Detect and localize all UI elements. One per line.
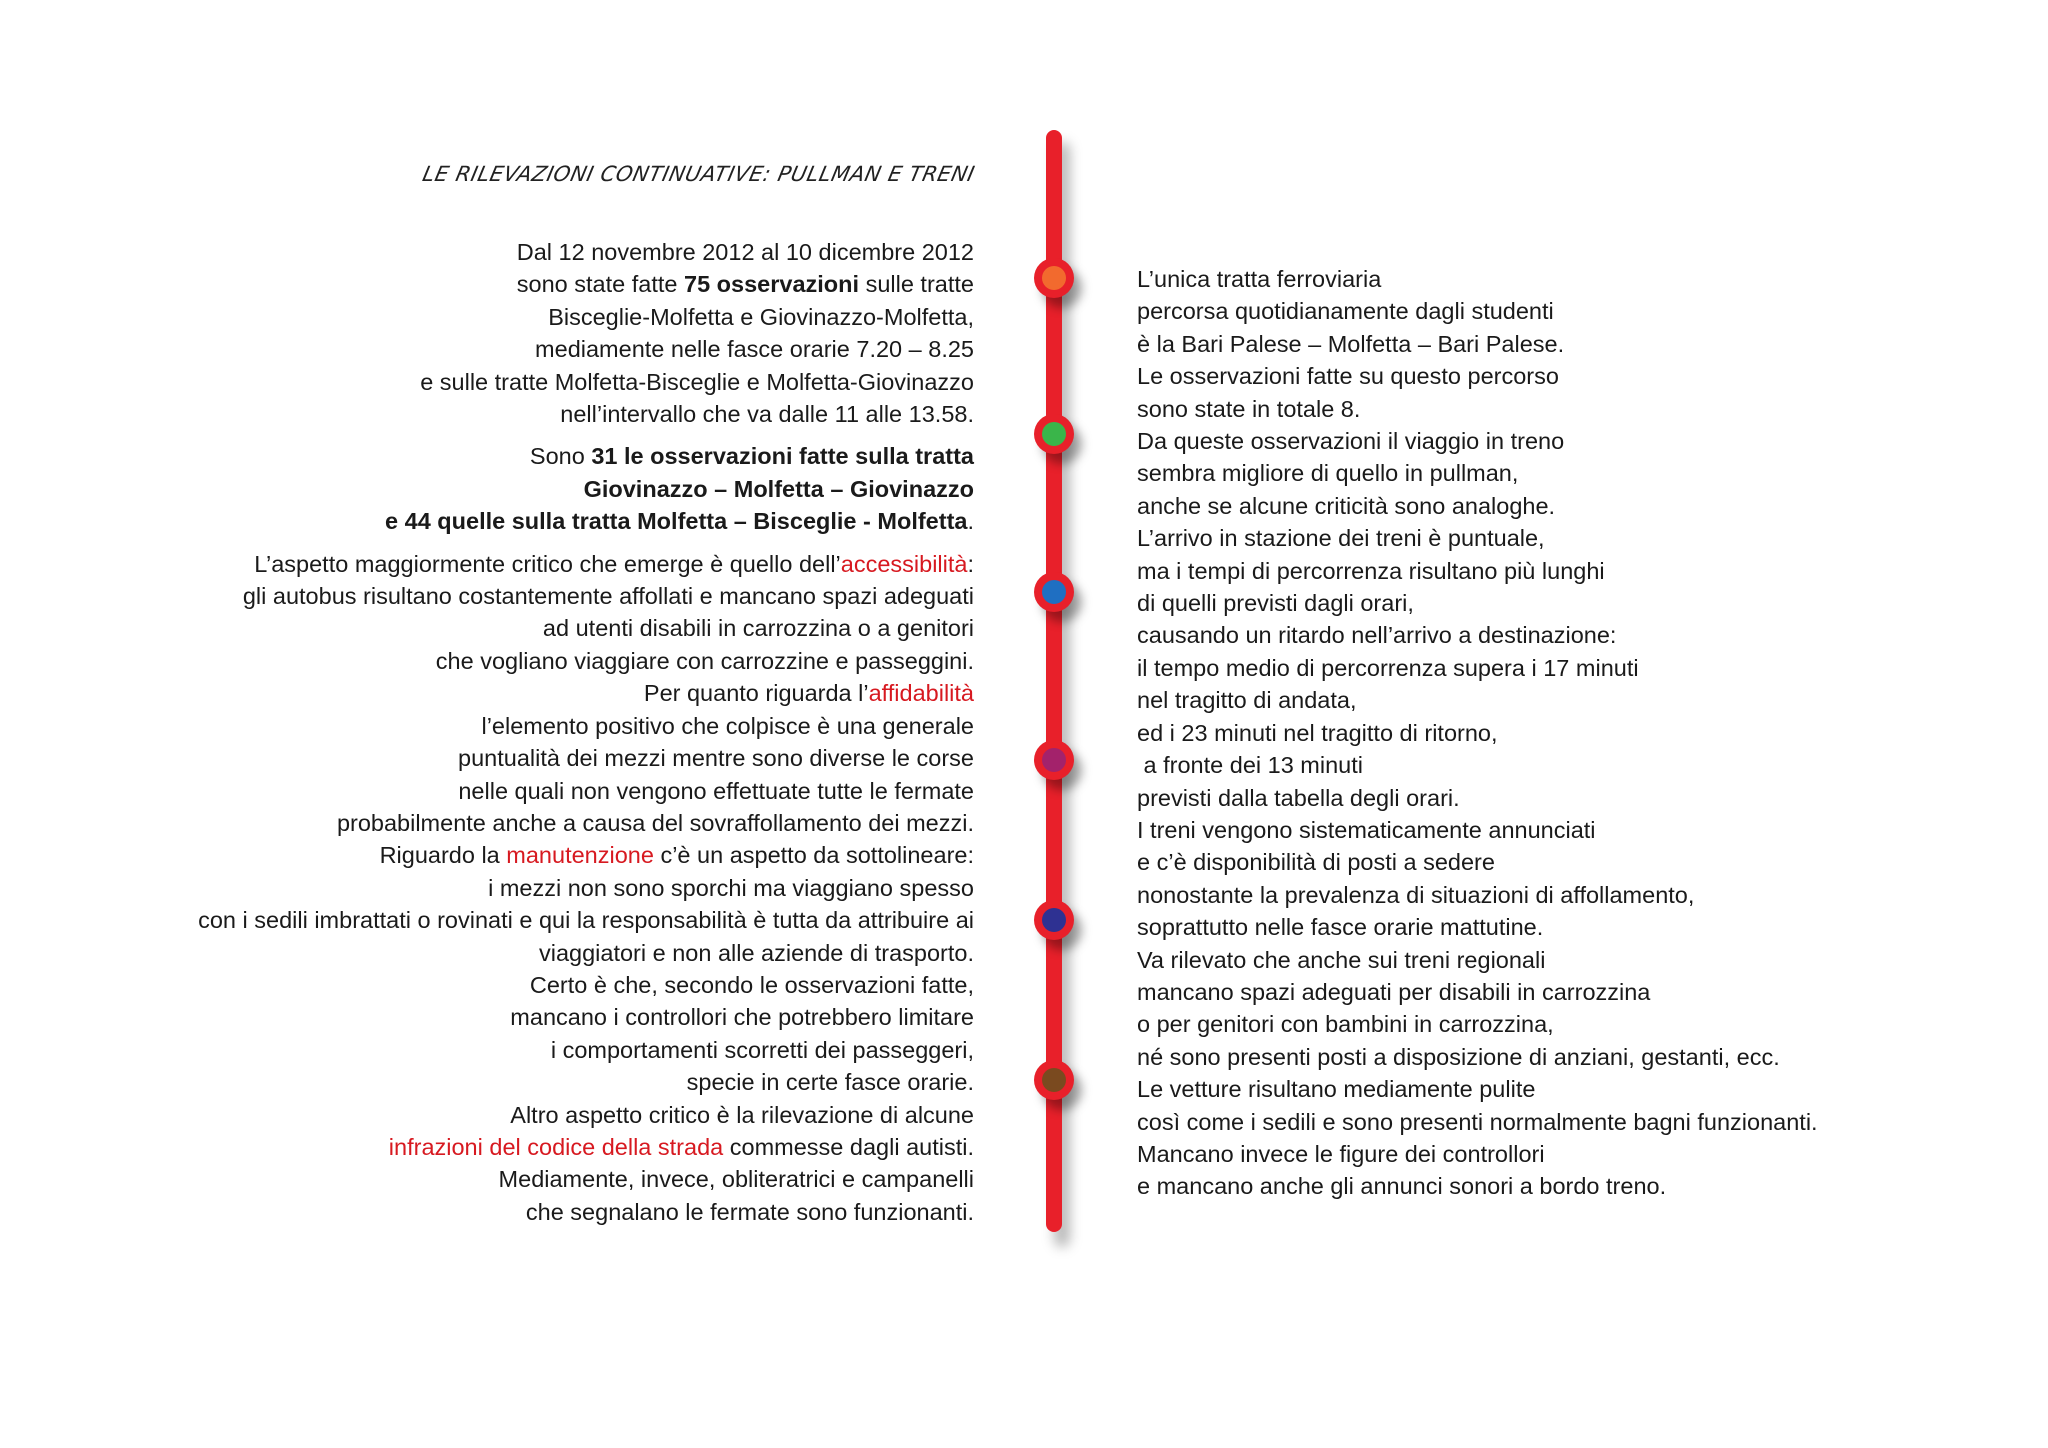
text-line: soprattutto nelle fasce orarie mattutine. (1137, 914, 1544, 941)
stop-dot (1042, 1068, 1066, 1092)
text-line: a fronte dei 13 minuti (1137, 752, 1363, 779)
text-span: Riguardo la (379, 842, 507, 869)
text-line: I treni vengono sistematicamente annunciati (1137, 816, 1596, 843)
stop-dot (1042, 422, 1066, 446)
text-line: causando un ritardo nell’arrivo a destinazione: (1137, 622, 1617, 649)
highlight-affidabilita: affidabilità (868, 680, 974, 707)
text-line: Certo è che, secondo le osservazioni fatte, (529, 971, 974, 998)
text-line: viaggiatori e non alle aziende di trasporto. (538, 939, 974, 966)
bold-count: 75 osservazioni (684, 271, 860, 298)
text-line: L’unica tratta ferroviaria (1137, 266, 1382, 292)
text-line: Va rilevato che anche sui treni regionali (1137, 946, 1546, 973)
text-line (54, 1131, 974, 1163)
text-line: nell’intervallo che va dalle 11 alle 13.58. (560, 401, 974, 428)
text-line: previsti dalla tabella degli orari. (1137, 784, 1460, 811)
text-span: . (967, 508, 974, 535)
text-line: i comportamenti scorretti dei passeggeri, (550, 1036, 974, 1063)
text-line (54, 505, 974, 537)
text-span: : (967, 550, 974, 577)
text-line: nelle quali non vengono effettuate tutte le fermate (458, 777, 974, 804)
timeline-rail (1020, 126, 1100, 1256)
timeline-stop-blue (1034, 572, 1074, 612)
text-line: Mediamente, invece, obliteratrici e campanelli (498, 1166, 974, 1193)
text-line: specie in certe fasce orarie. (686, 1069, 974, 1096)
text-line (54, 839, 974, 871)
stop-dot (1042, 908, 1066, 932)
text-line: i mezzi non sono sporchi ma viaggiano spesso (488, 874, 974, 901)
text-line: il tempo medio di percorrenza supera i 17 minuti (1137, 654, 1639, 681)
text-line: percorsa quotidianamente dagli studenti (1137, 298, 1554, 325)
text-line: nonostante la prevalenza di situazioni di affollamento, (1137, 881, 1695, 908)
text-span: sulle tratte (859, 271, 974, 298)
timeline-stop-navy (1034, 900, 1074, 940)
text-line: probabilmente anche a causa del sovraffollamento dei mezzi. (336, 809, 974, 836)
text-line: mancano i controllori che potrebbero limitare (510, 1004, 974, 1031)
text-line: mancano spazi adeguati per disabili in carrozzina (1137, 978, 1651, 1005)
text-line: Le osservazioni fatte su questo percorso (1137, 363, 1559, 390)
text-line: né sono presenti posti a disposizione di anziani, gestanti, ecc. (1137, 1043, 1780, 1070)
text-line: Le vetture risultano mediamente pulite (1137, 1076, 1536, 1103)
text-span: sono state fatte (516, 271, 684, 298)
text-line: puntualità dei mezzi mentre sono diverse le corse (458, 745, 974, 772)
text-line: così come i sedili e sono presenti normalmente bagni funzionanti. (1137, 1108, 1818, 1135)
paragraph-analysis (54, 548, 974, 1229)
text-line: sono state in totale 8. (1137, 395, 1361, 422)
text-line: l’elemento positivo che colpisce è una generale (481, 712, 974, 739)
text-line: ad utenti disabili in carrozzina o a genitori (542, 615, 974, 642)
right-column-treni (1137, 263, 1997, 1203)
text-line (54, 548, 974, 580)
text-line: Dal 12 novembre 2012 al 10 dicembre 2012 (516, 239, 974, 265)
text-line: ed i 23 minuti nel tragitto di ritorno, (1137, 719, 1498, 746)
timeline-stop-magenta (1034, 740, 1074, 780)
stop-dot (1042, 580, 1066, 604)
highlight-accessibilita: accessibilità (840, 550, 968, 577)
timeline-stop-orange (1034, 258, 1074, 298)
text-line: che vogliano viaggiare con carrozzine e passeggini. (435, 647, 974, 674)
text-span: Sono (529, 443, 592, 470)
text-span: L’aspetto maggiormente critico che emerge è quello dell’ (254, 550, 841, 577)
text-line: Da queste osservazioni il viaggio in treno (1137, 428, 1565, 455)
text-line: è la Bari Palese – Molfetta – Bari Palese. (1137, 330, 1565, 357)
highlight-infrazioni: infrazioni del codice della strada (388, 1133, 724, 1160)
bold-text: e 44 quelle sulla tratta Molfetta – Bisceglie - Molfetta (385, 508, 968, 535)
text-line: Mancano invece le figure dei controllori (1137, 1140, 1545, 1167)
text-span: commesse dagli autisti. (723, 1133, 974, 1160)
bold-text: Giovinazzo – Molfetta – Giovinazzo (583, 475, 974, 502)
text-line: con i sedili imbrattati o rovinati e qui la responsabilità è tutta da attribuire ai (198, 907, 974, 934)
left-column-pullman (54, 236, 974, 1238)
timeline-stop-green (1034, 414, 1074, 454)
text-line (54, 440, 974, 472)
text-line: e mancano anche gli annunci sonori a bordo treno. (1137, 1173, 1667, 1200)
text-line: Bisceglie-Molfetta e Giovinazzo-Molfetta, (548, 303, 974, 330)
text-line: di quelli previsti dagli orari, (1137, 590, 1414, 617)
highlight-manutenzione: manutenzione (506, 842, 654, 869)
text-line: sembra migliore di quello in pullman, (1137, 460, 1519, 487)
text-line: ma i tempi di percorrenza risultano più lunghi (1137, 557, 1605, 584)
text-line: L’arrivo in stazione dei treni è puntuale, (1137, 525, 1545, 552)
text-line: che segnalano le fermate sono funzionanti. (525, 1198, 974, 1225)
bold-text: 31 le osservazioni fatte sulla tratta (591, 443, 974, 470)
text-line: mediamente nelle fasce orarie 7.20 – 8.25 (535, 336, 974, 363)
text-line: e sulle tratte Molfetta-Bisceglie e Molfetta-Giovinazzo (420, 368, 974, 395)
text-line (54, 473, 974, 505)
stop-dot (1042, 748, 1066, 772)
text-line: anche se alcune criticità sono analoghe. (1137, 492, 1556, 519)
text-line: e c’è disponibilità di posti a sedere (1137, 849, 1495, 876)
text-line: o per genitori con bambini in carrozzina, (1137, 1011, 1554, 1038)
paragraph-counts (54, 440, 974, 537)
stop-dot (1042, 266, 1066, 290)
text-span: c’è un aspetto da sottolineare: (653, 842, 974, 869)
timeline-stop-brown (1034, 1060, 1074, 1100)
paragraph-period (54, 236, 974, 430)
text-span: Per quanto riguarda l’ (643, 680, 869, 707)
text-line (54, 268, 974, 300)
page-title: LE RILEVAZIONI CONTINUATIVE: PULLMAN E TRENI (419, 162, 977, 186)
text-line: gli autobus risultano costantemente affollati e mancano spazi adeguati (242, 583, 974, 610)
text-line (54, 677, 974, 709)
text-line: nel tragitto di andata, (1137, 687, 1357, 714)
text-line: Altro aspetto critico è la rilevazione di alcune (510, 1101, 974, 1128)
